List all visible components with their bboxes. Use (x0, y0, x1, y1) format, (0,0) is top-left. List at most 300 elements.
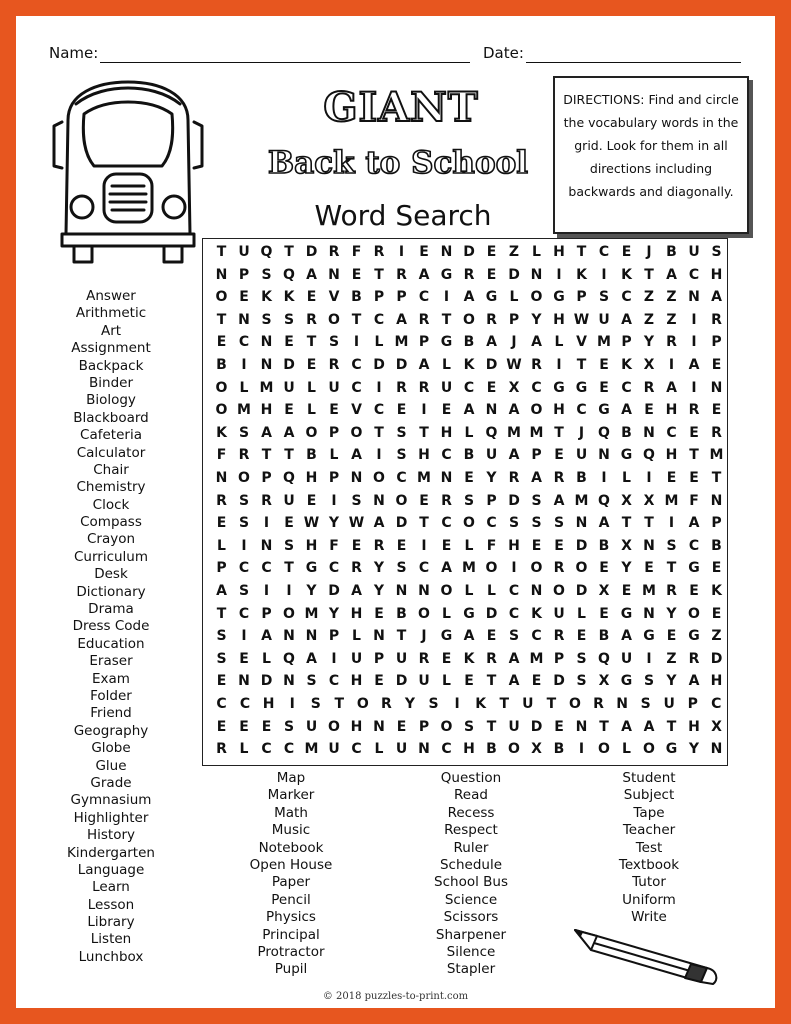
grid-letter: U (395, 650, 408, 667)
grid-letter: N (238, 311, 250, 328)
grid-letter: N (440, 470, 453, 486)
grid-letter: N (575, 515, 588, 532)
grid-letter: Y (621, 560, 632, 577)
pencil-icon (571, 924, 721, 986)
grid-letter: L (307, 379, 316, 396)
grid-letter: D (508, 266, 520, 283)
grid-letter: I (398, 244, 405, 260)
grid-letter: P (531, 447, 542, 464)
grid-letter: C (418, 289, 430, 306)
grid-letter: E (306, 289, 317, 306)
word-list-item: Write (631, 909, 667, 926)
grid-letter: E (374, 605, 384, 622)
grid-letter: Y (404, 696, 416, 712)
grid-letter: N (283, 673, 295, 690)
word-list-item: Pencil (271, 891, 311, 908)
word-list-item: Gymnasium (70, 792, 152, 809)
grid-letter: N (328, 266, 340, 283)
word-list-item: Science (444, 891, 498, 908)
grid-letter: U (598, 311, 610, 328)
grid-letter: I (556, 266, 562, 283)
grid-row (211, 512, 727, 534)
grid-letter: Z (643, 311, 655, 328)
grid-letter: S (283, 537, 295, 554)
word-list-item: Paper (271, 874, 311, 891)
grid-letter: N (305, 628, 318, 645)
grid-row (211, 648, 727, 670)
grid-letter: T (284, 560, 294, 577)
grid-letter: C (373, 402, 385, 419)
grid-letter: R (553, 628, 565, 645)
grid-letter: W (506, 357, 522, 373)
grid-letter: S (351, 492, 362, 509)
grid-letter: A (486, 334, 497, 351)
grid-letter: E (419, 492, 429, 509)
grid-letter: S (283, 311, 295, 328)
grid-letter: H (665, 402, 678, 419)
word-list-item: Biology (86, 392, 136, 409)
grid-letter: E (239, 650, 249, 667)
school-bus-icon (46, 74, 211, 264)
grid-letter: E (531, 673, 542, 690)
word-list-item: Highlighter (73, 809, 149, 826)
grid-letter: R (553, 470, 565, 486)
grid-letter: O (215, 379, 228, 396)
grid-letter: N (260, 537, 273, 554)
word-list-item: Ruler (453, 839, 489, 856)
grid-letter: Z (666, 311, 677, 328)
grid-letter: E (554, 537, 564, 554)
grid-letter: H (508, 537, 520, 554)
grid-letter: P (418, 718, 430, 735)
grid-letter: Y (328, 515, 340, 532)
grid-letter: L (532, 244, 541, 260)
grid-letter: G (598, 402, 610, 419)
grid-letter: K (576, 266, 587, 283)
grid-letter: T (599, 718, 609, 735)
grid-letter: I (376, 379, 382, 396)
grid-letter: S (396, 424, 407, 441)
grid-letter: T (396, 628, 407, 645)
grid-letter: E (599, 357, 609, 373)
grid-letter: U (575, 447, 588, 464)
grid-letter: B (576, 470, 587, 486)
grid-letter: A (261, 628, 272, 645)
grid-letter: C (261, 560, 272, 577)
grid-letter: E (216, 673, 227, 690)
grid-letter: P (261, 605, 272, 622)
grid-letter: T (576, 244, 587, 260)
grid-letter: C (238, 334, 250, 351)
grid-letter: S (283, 718, 295, 735)
word-list-item: Calculator (76, 444, 146, 461)
word-list-item: Schedule (439, 856, 503, 873)
grid-letter: S (328, 334, 340, 351)
grid-letter: S (238, 492, 250, 509)
grid-letter: T (546, 696, 557, 712)
grid-letter: C (508, 605, 520, 622)
directions-box: DIRECTIONS: Find and circle the vocabulary words in the grid. Look for them in all directions including backwards and diagonally. (553, 76, 749, 234)
grid-letter: L (487, 583, 496, 599)
grid-letter: E (396, 718, 407, 735)
grid-letter: L (352, 628, 361, 645)
word-list-item: Stapler (446, 961, 496, 978)
grid-letter: T (284, 447, 294, 464)
grid-letter: B (486, 741, 497, 758)
word-list-col1 (36, 288, 186, 966)
grid-letter: A (508, 650, 520, 667)
grid-letter: B (598, 628, 610, 645)
grid-letter: V (328, 289, 340, 306)
grid-letter: I (263, 583, 270, 599)
grid-letter: G (688, 560, 700, 577)
grid-letter: G (440, 334, 453, 351)
grid-letter: G (620, 673, 633, 690)
grid-letter: M (642, 583, 656, 599)
grid-letter: I (421, 402, 427, 419)
word-list-item: Learn (92, 879, 130, 896)
grid-letter: R (688, 650, 700, 667)
grid-letter: L (239, 741, 249, 758)
grid-letter: I (556, 357, 562, 373)
grid-letter: O (305, 424, 318, 441)
grid-row (211, 670, 727, 692)
grid-letter: N (373, 628, 385, 645)
grid-letter: C (328, 560, 340, 577)
grid-letter: S (261, 266, 272, 283)
grid-letter: P (508, 311, 520, 328)
grid-letter: E (351, 537, 362, 554)
word-list-item: Backpack (78, 357, 144, 374)
grid-letter: L (464, 424, 474, 441)
grid-letter: Y (373, 583, 385, 599)
grid-letter: W (303, 515, 320, 532)
grid-letter: A (418, 357, 430, 373)
grid-letter: G (575, 379, 588, 396)
grid-letter: G (553, 379, 565, 396)
grid-letter: S (396, 447, 407, 464)
grid-letter: O (373, 470, 385, 486)
grid-letter: R (396, 379, 407, 396)
date-label: Date: (483, 44, 524, 62)
grid-letter: T (554, 424, 564, 441)
grid-letter: P (418, 334, 430, 351)
grid-letter: U (283, 379, 295, 396)
grid-row (211, 467, 727, 489)
grid-letter: L (442, 673, 451, 690)
grid-letter: Y (373, 560, 385, 577)
word-list-item: Test (635, 839, 663, 856)
grid-letter: O (553, 583, 565, 599)
grid-letter: D (328, 583, 340, 599)
grid-letter: R (381, 696, 392, 712)
grid-letter: P (711, 515, 722, 532)
word-list-item: Music (271, 822, 311, 839)
grid-letter: H (305, 537, 318, 554)
grid-letter: O (283, 605, 295, 622)
grid-letter: A (508, 402, 520, 419)
word-list-item: History (86, 827, 136, 844)
word-list-item: Blackboard (73, 409, 149, 426)
grid-row (211, 603, 727, 625)
grid-letter: S (238, 515, 250, 532)
date-line (526, 62, 741, 63)
grid-row (211, 738, 727, 760)
word-list-item: Exam (92, 670, 130, 687)
grid-letter: H (350, 673, 363, 690)
grid-letter: H (350, 718, 363, 735)
word-list-item: Assignment (71, 340, 151, 357)
grid-letter: E (666, 628, 677, 645)
grid-letter: R (553, 560, 565, 577)
grid-letter: A (306, 650, 317, 667)
grid-letter: V (576, 334, 587, 351)
grid-letter: E (486, 244, 497, 260)
grid-letter: D (575, 583, 588, 599)
grid-letter: I (241, 537, 247, 554)
grid-letter: P (621, 334, 632, 351)
grid-row (211, 557, 727, 579)
grid-letter: N (643, 424, 655, 441)
grid-letter: O (643, 741, 655, 758)
grid-letter: E (329, 402, 339, 419)
grid-letter: F (486, 537, 497, 554)
word-list-item: Desk (94, 566, 128, 583)
grid-letter: N (373, 718, 385, 735)
grid-letter: E (284, 515, 294, 532)
grid-letter: R (666, 583, 677, 599)
word-list-item: Clock (92, 496, 130, 513)
grid-letter: M (709, 447, 724, 464)
grid-letter: A (621, 628, 632, 645)
grid-letter: N (530, 266, 543, 283)
word-list-item: Binder (89, 374, 133, 391)
grid-letter: C (261, 741, 272, 758)
word-list-item: Grade (90, 774, 132, 791)
grid-letter: M (507, 424, 521, 441)
grid-letter: U (553, 605, 565, 622)
grid-letter: Y (666, 605, 677, 622)
grid-letter: I (376, 447, 382, 464)
grid-letter: I (263, 515, 270, 532)
grid-letter: I (241, 357, 247, 373)
grid-letter: Z (666, 650, 677, 667)
word-list-item: Student (622, 770, 676, 786)
grid-letter: N (688, 289, 700, 306)
grid-letter: R (261, 492, 272, 509)
grid-letter: S (463, 718, 475, 735)
grid-letter: E (306, 357, 317, 373)
grid-letter: J (421, 628, 427, 645)
grid-row (211, 309, 727, 331)
grid-letter: E (554, 718, 564, 735)
grid-letter: G (485, 289, 498, 306)
grid-letter: T (261, 447, 272, 464)
grid-letter: R (486, 311, 497, 328)
word-list-item: Curriculum (73, 548, 149, 565)
grid-letter: O (350, 424, 363, 441)
grid-letter: I (331, 492, 337, 509)
grid-letter: E (689, 424, 699, 441)
grid-letter: U (418, 673, 430, 690)
grid-row (211, 580, 727, 602)
grid-row (211, 422, 727, 444)
grid-letter: X (508, 379, 520, 396)
grid-letter: K (621, 357, 632, 373)
grid-letter: C (688, 537, 700, 554)
grid-letter: O (530, 560, 543, 577)
grid-row (211, 377, 727, 399)
grid-letter: N (418, 583, 430, 599)
word-list-item: Open House (249, 856, 333, 873)
grid-letter: L (442, 605, 451, 622)
grid-letter: H (463, 741, 475, 758)
grid-letter: E (644, 402, 654, 419)
grid-letter: X (643, 492, 655, 509)
grid-letter: P (576, 289, 587, 306)
grid-letter: J (646, 244, 652, 260)
grid-letter: A (508, 673, 520, 690)
word-list-item: Geography (73, 722, 149, 739)
grid-letter: H (710, 673, 723, 690)
grid-letter: E (239, 718, 249, 735)
grid-letter: L (217, 537, 226, 554)
grid-letter: X (531, 741, 542, 758)
grid-letter: B (711, 537, 722, 554)
word-list-item: Cafeteria (80, 427, 142, 444)
grid-letter: G (305, 560, 318, 577)
grid-letter: Y (531, 311, 542, 328)
grid-letter: T (666, 718, 677, 735)
word-list-item: School Bus (434, 874, 508, 891)
grid-row (211, 535, 727, 557)
grid-letter: I (241, 628, 247, 645)
grid-letter: R (328, 357, 340, 373)
grid-letter: S (531, 492, 542, 509)
word-list-item: Glue (95, 757, 127, 774)
grid-letter: E (711, 605, 722, 622)
grid-letter: C (598, 244, 610, 260)
grid-letter: L (239, 379, 249, 396)
grid-letter: G (620, 447, 633, 464)
grid-letter: T (486, 718, 497, 735)
grid-letter: N (710, 492, 723, 509)
grid-letter: G (463, 605, 475, 622)
word-list-item: Art (100, 322, 122, 339)
grid-letter: C (373, 311, 385, 328)
grid-letter: S (238, 424, 250, 441)
grid-letter: C (283, 741, 295, 758)
grid-letter: M (574, 492, 589, 509)
grid-letter: R (593, 696, 604, 712)
grid-letter: E (621, 244, 632, 260)
grid-letter: T (666, 560, 677, 577)
grid-letter: R (711, 311, 722, 328)
grid-letter: U (305, 718, 318, 735)
word-list-item: Physics (266, 909, 316, 926)
grid-letter: G (665, 741, 678, 758)
grid-letter: D (553, 673, 565, 690)
grid-letter: N (598, 447, 610, 464)
word-list-col4 (574, 770, 724, 927)
grid-letter: I (578, 741, 585, 758)
word-list-item: Principal (262, 926, 320, 943)
grid-letter: T (711, 470, 722, 486)
word-list-item: Listen (90, 931, 132, 948)
grid-letter: S (553, 515, 565, 532)
grid-letter: T (644, 266, 654, 283)
title-giant: GIANT (323, 84, 479, 131)
grid-letter: A (373, 515, 385, 532)
grid-letter: P (396, 289, 407, 306)
word-list-item: Notebook (258, 839, 324, 856)
grid-letter: E (284, 334, 294, 351)
grid-letter: C (441, 741, 452, 758)
grid-letter: T (576, 357, 587, 373)
grid-letter: T (374, 424, 384, 441)
grid-letter: E (419, 244, 429, 260)
grid-letter: X (621, 537, 632, 554)
grid-letter: L (464, 583, 474, 599)
grid-letter: K (283, 289, 295, 306)
grid-letter: D (575, 537, 588, 554)
grid-letter: S (238, 583, 250, 599)
grid-letter: C (441, 447, 452, 464)
grid-letter: A (531, 470, 542, 486)
grid-letter: N (215, 470, 228, 486)
grid-letter: B (598, 537, 610, 554)
grid-letter: T (334, 696, 345, 712)
grid-letter: Y (666, 673, 677, 690)
grid-letter: I (443, 289, 450, 306)
grid-letter: P (328, 628, 340, 645)
grid-letter: O (463, 515, 475, 532)
grid-letter: C (621, 289, 632, 306)
grid-letter: E (284, 402, 294, 419)
title-word-search: Word Search (314, 199, 492, 232)
grid-letter: R (688, 402, 700, 419)
grid-letter: S (508, 515, 520, 532)
grid-letter: F (216, 447, 227, 464)
title-back-to-school: Back to School (267, 145, 529, 181)
grid-letter: K (463, 357, 475, 373)
grid-letter: E (554, 447, 564, 464)
copyright-text: © 2018 puzzles-to-print.com (322, 991, 469, 1002)
grid-letter: B (216, 357, 227, 373)
grid-letter: C (216, 696, 227, 712)
word-list-item: Kindergarten (67, 844, 155, 861)
grid-letter: W (348, 515, 365, 532)
word-list-item: Math (274, 804, 308, 821)
grid-letter: L (554, 334, 564, 351)
grid-letter: H (553, 244, 565, 260)
grid-letter: M (529, 424, 544, 441)
grid-letter: R (351, 560, 362, 577)
grid-letter: A (688, 515, 700, 532)
grid-letter: C (486, 515, 497, 532)
grid-letter: B (396, 605, 407, 622)
grid-letter: Q (260, 244, 273, 260)
grid-letter: D (395, 673, 408, 690)
grid-letter: Y (486, 470, 497, 486)
grid-letter: E (374, 673, 384, 690)
grid-letter: Q (283, 266, 295, 283)
grid-letter: I (421, 537, 427, 554)
grid-letter: N (440, 244, 453, 260)
grid-letter: C (351, 379, 362, 396)
grid-letter: Y (688, 741, 700, 758)
grid-letter: O (328, 311, 340, 328)
